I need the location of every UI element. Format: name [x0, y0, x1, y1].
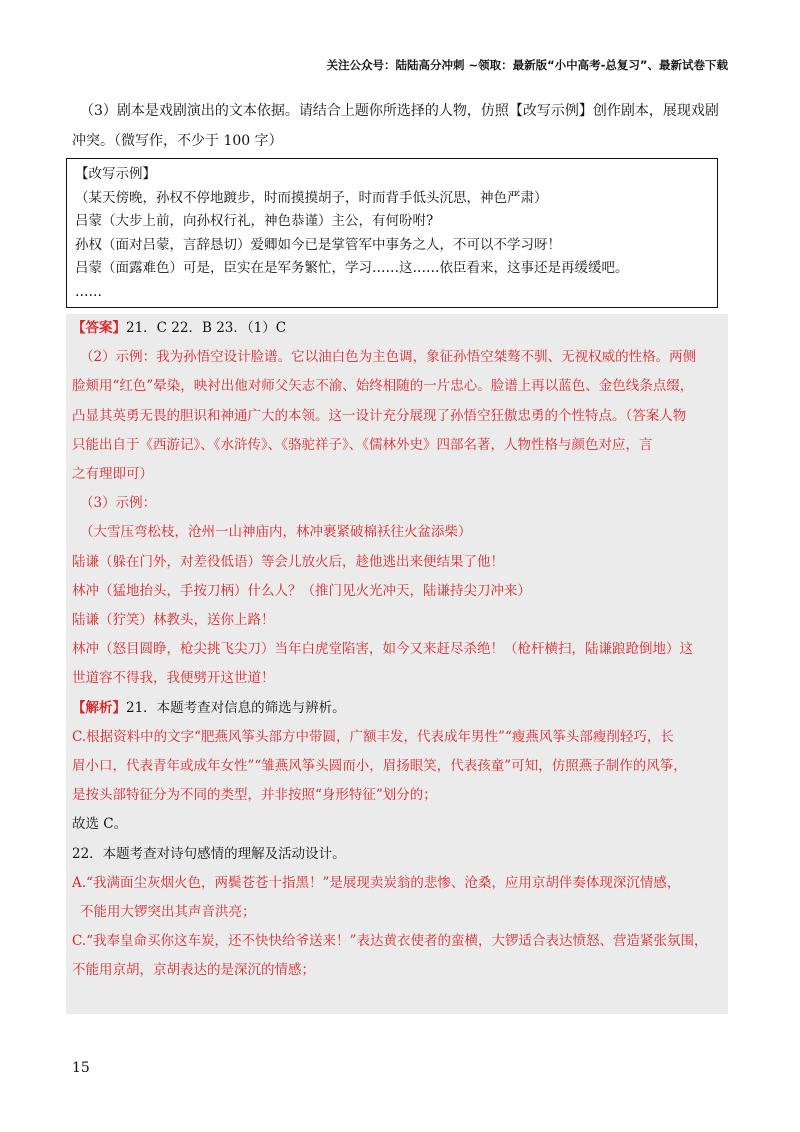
- question-line: （3）剧本是戏剧演出的文本依据。请结合上题你所选择的人物，仿照【改写示例】创作剧本，展现戏剧: [80, 103, 719, 119]
- answer-part3-line: 林冲（猛地抬头，手按刀柄）什么人？（推门见火光冲天，陆谦持尖刀冲来）: [72, 582, 531, 599]
- analysis-q22-line: 不能用大锣突出其声音洪亮；: [80, 904, 256, 921]
- analysis-q22-line: C.“我奉皇命买你这车炭，还不快快给爷送来！”表达黄衣使者的蛮横，大锣适合表达愤怒、营造紧张氛围，: [72, 933, 708, 950]
- answer-section: [66, 314, 728, 1014]
- page-number: 15: [72, 1060, 90, 1076]
- example-title: 【改写示例】: [75, 166, 156, 182]
- answer-part2-line: （2）示例：我为孙悟空设计脸谱。它以油白色为主色调，象征孙悟空桀骜不驯、无视权威的性格。两侧: [80, 349, 697, 366]
- answer-part3-line: 林冲（怒目圆睁，枪尖挑飞尖刀）当年白虎堂陷害，如今又来赶尽杀绝！（枪杆横扫，陆谦踉跄倒地）这: [72, 641, 693, 658]
- analysis-q22-intro: 22．本题考查对诗句感情的理解及活动设计。: [72, 845, 346, 862]
- analysis-q21-line: 故选 C。: [72, 816, 128, 833]
- answer-part3-line: （3）示例：: [80, 495, 157, 512]
- example-line: 吕蒙（大步上前，向孙权行礼，神色恭谨）主公，有何吩咐?: [75, 213, 434, 229]
- answer-choices-text: 21．C 22．B 23．（1）C: [126, 320, 287, 336]
- analysis-q21-line: 是按头部特征分为不同的类型，并非按照“身形特征”划分的；: [72, 787, 437, 804]
- example-line: 孙权（面对吕蒙，言辞恳切）爱卿如今已是掌管军中事务之人，不可以不学习呀！: [75, 236, 561, 253]
- question-3: [72, 96, 732, 156]
- example-line: （某天傍晚，孙权不停地踱步，时而摸摸胡子，时而背手低头沉思，神色严肃）: [75, 189, 548, 206]
- answer-part3-line: （大雪压弯松枝，沧州一山神庙内，林冲裹紧破棉袄往火盆添柴）: [80, 524, 472, 541]
- example-line: 吕蒙（面露难色）可是，臣实在是军务繁忙，学习……这……依臣看来，这事还是再缓缓吧。: [75, 260, 629, 276]
- answer-part2-line: 凸显其英勇无畏的胆识和神通广大的本领。这一设计充分展现了孙悟空狂傲忠勇的个性特点。（答案人物: [72, 407, 687, 424]
- example-line: ……: [75, 283, 102, 300]
- rewrite-example-box: [66, 158, 718, 308]
- answer-part2-line: 只能出自于《西游记》、《水浒传》、《骆驼祥子》、《儒林外史》四部名著，人物性格与颜色对应，言: [72, 436, 653, 453]
- answer-part2-line: 之有理即可）: [72, 466, 153, 483]
- analysis-q22-line: 不能用京胡，京胡表达的是深沉的情感；: [72, 962, 315, 979]
- analysis-q21-line: C.根据资料中的文字“肥燕风筝头部方中带圆，广额丰发，代表成年男性”“瘦燕风筝头部瘦削轻巧，长: [72, 728, 674, 745]
- answer-part3-line: 陆谦（狞笑）林教头，送你上路！: [72, 612, 275, 629]
- analysis-intro: [72, 694, 722, 723]
- answer-choices: [72, 314, 722, 343]
- header-note: 关注公众号：陆陆高分冲刺 ~领取：最新版“小中高考-总复习”、最新试卷下载: [326, 58, 728, 72]
- analysis-tag: 【解析】: [72, 699, 126, 716]
- answer-tag: 【答案】: [72, 320, 126, 336]
- answer-part3-line: 世道容不得我，我便劈开这世道！: [72, 670, 275, 687]
- analysis-q22-line: A.“我满面尘灰烟火色，两鬓苍苍十指黑！”是展现卖炭翁的悲惨、沧桑，应用京胡伴奏体现深沉情感，: [72, 874, 681, 891]
- answer-part3-line: 陆谦（躲在门外，对差役低语）等会儿放火后，趁他逃出来便结果了他！: [72, 553, 504, 570]
- question-line: 冲突。（微写作，不少于 100 字）: [72, 133, 283, 149]
- analysis-intro-text: 21．本题考查对信息的筛选与辨析。: [126, 699, 346, 716]
- answer-part2-line: 脸颊用“红色”晕染，映衬出他对师父矢志不渝、始终相随的一片忠心。脸谱上再以蓝色、金色线条点缀，: [72, 378, 694, 395]
- analysis-q21-line: 眉小口，代表青年或成年女性”“雏燕风筝头圆而小，眉扬眼笑，代表孩童”可知，仿照燕子制作的风筝，: [72, 758, 687, 775]
